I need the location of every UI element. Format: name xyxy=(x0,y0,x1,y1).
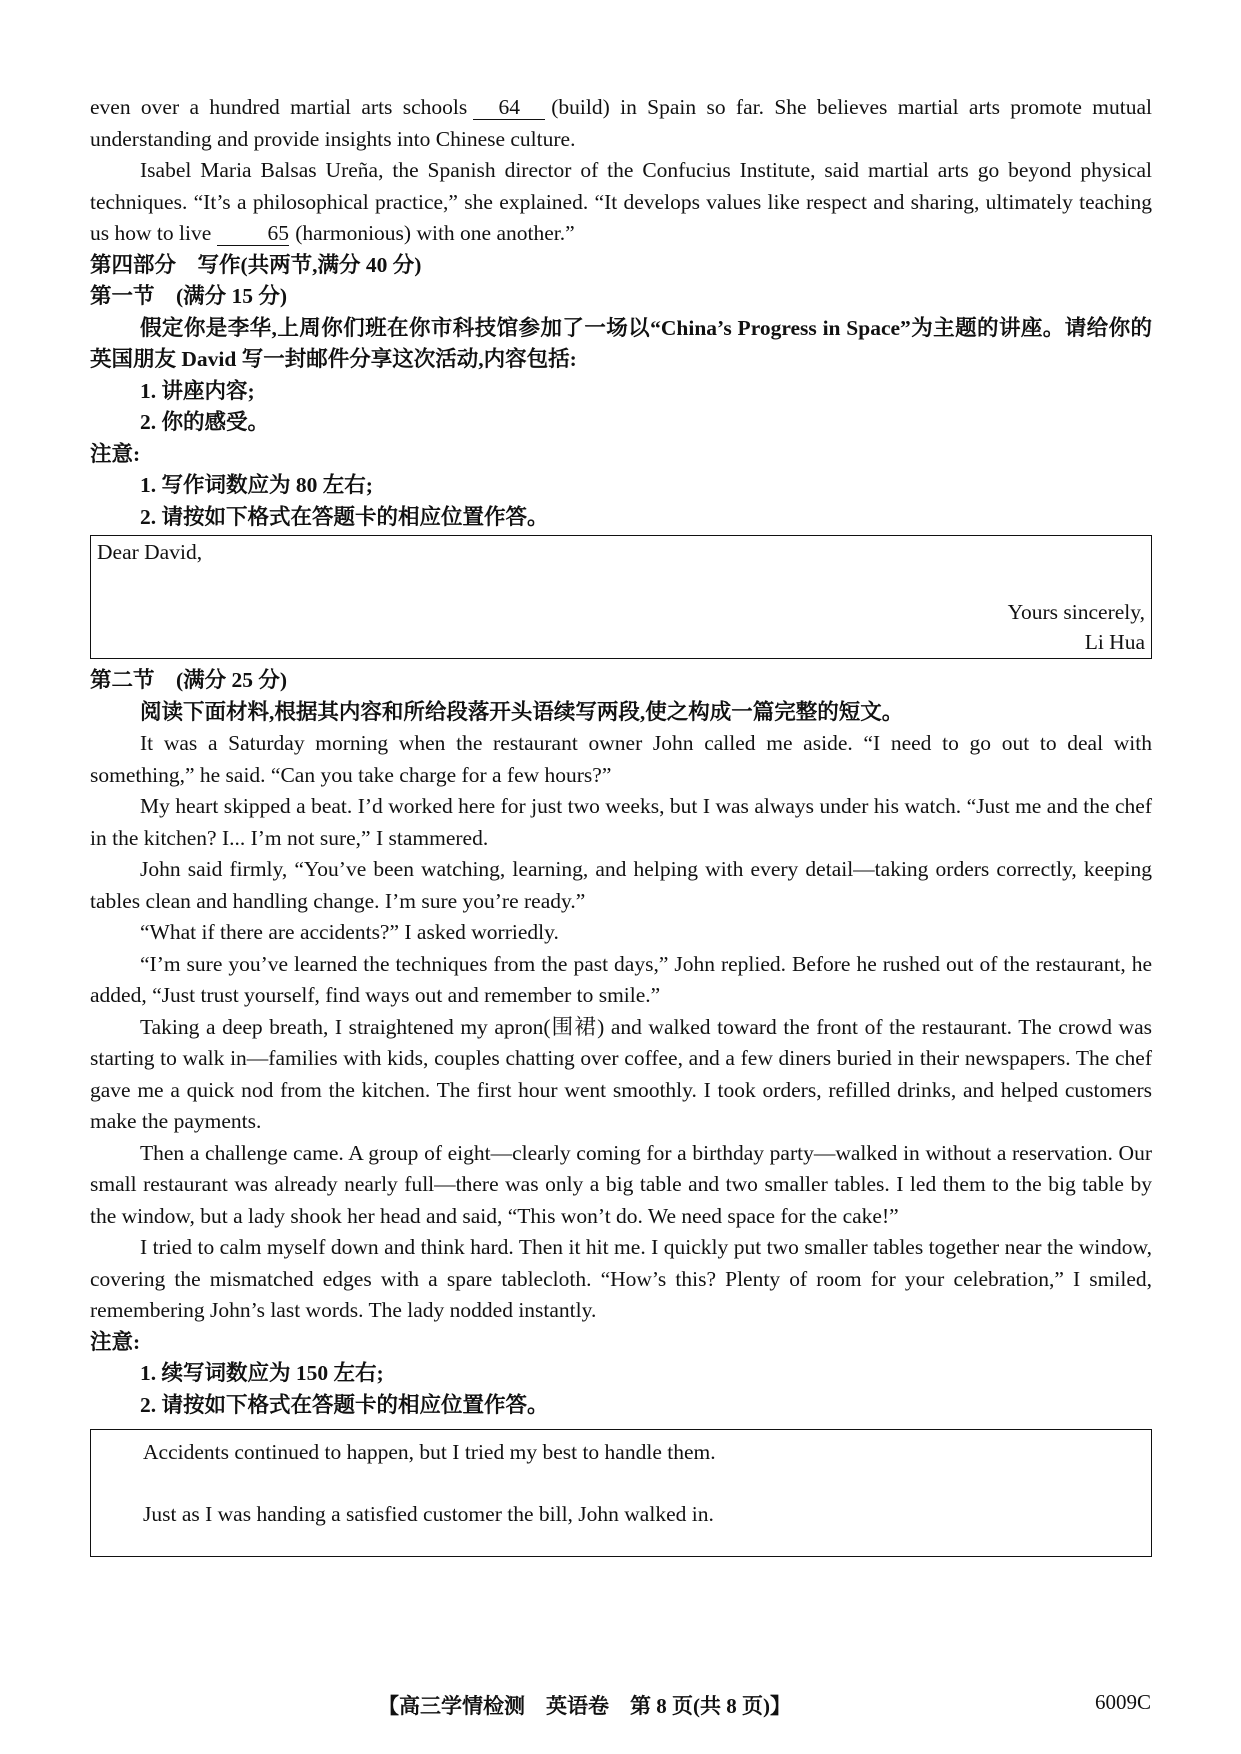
martial-arts-paragraph-end: even over a hundred martial arts schools 64 (build) in Spain so far. She believes martial arts promote mutual understanding and provide insights into Chinese culture. xyxy=(90,95,1152,151)
section1-item-2: 2. 你的感受。 xyxy=(140,410,270,434)
section1-note-1: 1. 写作词数应为 80 左右; xyxy=(140,473,373,497)
footer-code: 6009C xyxy=(1094,1690,1151,1714)
section2-heading: 第二节 (满分 25 分) xyxy=(90,668,288,692)
blank-64: 64 xyxy=(473,95,545,120)
exam-page xyxy=(90,92,1152,1557)
story-paragraph: I tried to calm myself down and think hard. Then it hit me. I quickly put two smaller tables together near the window, covering the mismatched edges with a spare tablecloth. “How’s this? Plenty of room for your celebration,” I smiled, remembering John’s last words. The lady nodded instantly. xyxy=(90,1235,1152,1322)
story-paragraph: Taking a deep breath, I straightened my apron(围裙) and walked toward the front of the restaurant. The crowd was starting to walk in—families with kids, couples chatting over coffee, and a few diners buried in their newspapers. The chef gave me a quick nod from the kitchen. The first hour went smoothly. I took orders, refilled drinks, and helped customers make the payments. xyxy=(90,1014,1152,1133)
letter-closing: Yours sincerely, xyxy=(1007,600,1145,624)
footer-page-info: 【高三学情检测 英语卷 第 8 页(共 8 页)】 xyxy=(378,1694,791,1718)
part4-heading: 第四部分 写作(共两节,满分 40 分) xyxy=(90,252,422,277)
continuation-opening-1: Accidents continued to happen, but I tried my best to handle them. xyxy=(143,1440,716,1464)
section1-prompt: 假定你是李华,上周你们班在你市科技馆参加了一场以“China’s Progress in Space”为主题的讲座。请给你的英国朋友 David 写一封邮件分享这次活动,内容包括: xyxy=(90,315,1152,371)
isabel-paragraph: Isabel Maria Balsas Ureña, the Spanish director of the Confucius Institute, said martial arts go beyond physical techniques. “It’s a philosophical practice,” she explained. “It develops values like respect and sharing, ultimately teaching us how to live 65 (harmonious) with one another.” xyxy=(90,158,1152,245)
section2-note-label: 注意: xyxy=(90,1329,141,1354)
story-paragraph: “What if there are accidents?” I asked worriedly. xyxy=(140,920,559,944)
letter-greeting: Dear David, xyxy=(97,540,203,564)
blank-65: 65 xyxy=(217,221,289,246)
letter-answer-box xyxy=(90,535,1152,659)
continuation-opening-2: Just as I was handing a satisfied customer the bill, John walked in. xyxy=(143,1502,714,1526)
section1-heading: 第一节 (满分 15 分) xyxy=(90,284,288,308)
section2-note-2: 2. 请按如下格式在答题卡的相应位置作答。 xyxy=(140,1392,549,1417)
section1-note-2: 2. 请按如下格式在答题卡的相应位置作答。 xyxy=(140,504,549,529)
letter-signature: Li Hua xyxy=(1084,630,1145,654)
section2-prompt: 阅读下面材料,根据其内容和所给段落开头语续写两段,使之构成一篇完整的短文。 xyxy=(140,699,904,724)
story-paragraph: John said firmly, “You’ve been watching, learning, and helping with every detail—taking orders correctly, keeping tables clean and handling change. I’m sure you’re ready.” xyxy=(90,857,1152,913)
continuation-answer-box xyxy=(90,1429,1152,1557)
section1-note-label: 注意: xyxy=(90,441,141,466)
section2-note-1: 1. 续写词数应为 150 左右; xyxy=(140,1361,384,1385)
story-paragraph: “I’m sure you’ve learned the techniques from the past days,” John replied. Before he rushed out of the restaurant, he added, “Just trust yourself, find ways out and remember to smile.” xyxy=(90,951,1152,1007)
page-footer xyxy=(0,1690,1241,1726)
section1-item-1: 1. 讲座内容; xyxy=(140,378,255,403)
story-paragraph: It was a Saturday morning when the restaurant owner John called me aside. “I need to go out to deal with something,” he said. “Can you take charge for a few hours?” xyxy=(90,731,1152,787)
story-paragraph: Then a challenge came. A group of eight—clearly coming for a birthday party—walked in without a reservation. Our small restaurant was already nearly full—there was only a big table and two smaller tables. I led them to the big table by the window, but a lady shook her head and said, “This won’t do. We need space for the cake!” xyxy=(90,1140,1152,1228)
story-paragraph: My heart skipped a beat. I’d worked here for just two weeks, but I was always under his watch. “Just me and the chef in the kitchen? I... I’m not sure,” I stammered. xyxy=(90,794,1152,850)
